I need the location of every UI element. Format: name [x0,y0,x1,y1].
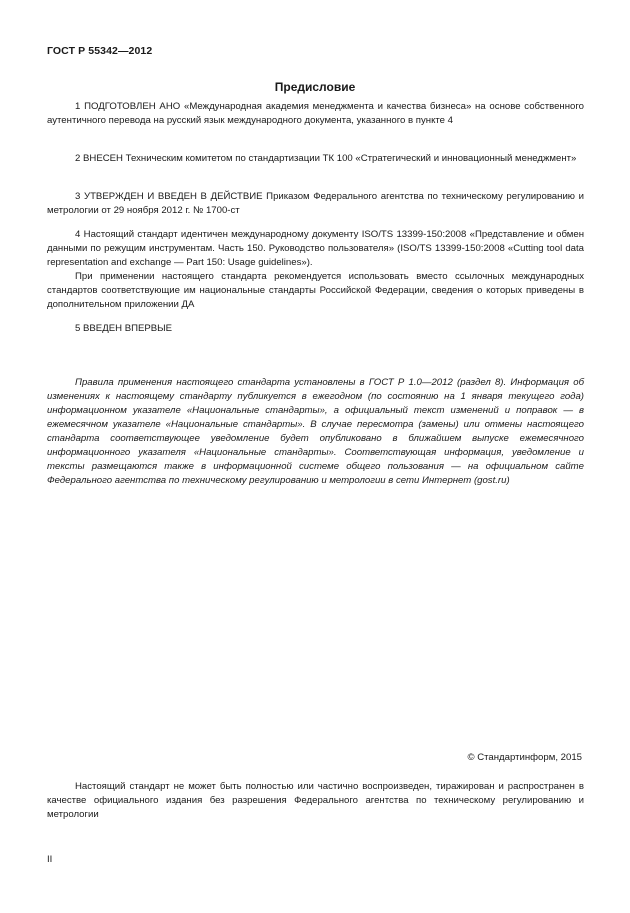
page-number: II [47,854,53,865]
foreword-item-extra: При применении настоящего стандарта рекомендуется использовать вместо ссылочных международных стандартов соответствующие им национальные стандарты Российской Федерации, сведения о которых приведены в дополнительном приложении ДА [47,271,584,310]
application-rules-notice: Правила применения настоящего стандарта установлены в ГОСТ Р 1.0—2012 (раздел 8). Информация об изменениях к настоящему стандарту публикуется в ежегодном (по состоянию на 1 января текущего года) информационном указателе «Национальные стандарты», а официальный текст изменений и поправок — в ежемесячном указателе «Национальные стандарты». В случае пересмотра (замены) или отмены настоящего стандарта соответствующее уведомление будет опубликовано в ближайшем выпуске ежемесячного информационного указателя «Национальные стандарты». Соответствующая информация, уведомление и тексты размещаются также в информационной системе общего пользования — на официальном сайте Федерального агентства по техническому регулированию и метрологии в сети Интернет (gost.ru) [47,377,584,486]
copyright: © Стандартинформ, 2015 [467,752,582,763]
foreword-item-5 [47,322,584,336]
foreword-item-3 [47,190,584,218]
foreword-item-text: 2 ВНЕСЕН Техническим комитетом по стандартизации ТК 100 «Стратегический и инновационный менеджмент» [75,153,577,164]
foreword-item-2 [47,152,584,166]
foreword-item-text: 5 ВВЕДЕН ВПЕРВЫЕ [75,323,173,334]
foreword-item-1 [47,100,584,128]
section-title: Предисловие [274,80,356,94]
foreword-item-4 [47,228,584,312]
foreword-item-text: 3 УТВЕРЖДЕН И ВВЕДЕН В ДЕЙСТВИЕ Приказом Федерального агентства по техническому регулированию и метрологии от 29 ноября 2012 г. № 1700-ст [47,191,584,216]
standard-code: ГОСТ Р 55342—2012 [47,45,153,57]
reproduction-notice-text: Настоящий стандарт не может быть полностью или частично воспроизведен, тиражирован и распространен в качестве официального издания без разрешения Федерального агентства по техническому регулированию и метрологии [47,781,584,820]
foreword-item-text: 4 Настоящий стандарт идентичен международному документу ISO/TS 13399-150:2008 «Представление и обмен данными по режущим инструментам. Часть 150. Руководство пользователя» (ISO/TS 13399-150:2008 «Cutting tool data representation and exchange — Part 150: Usage guidelines»). [47,229,584,268]
reproduction-notice [47,780,584,822]
foreword-item-text: 1 ПОДГОТОВЛЕН АНО «Международная академия менеджмента и качества бизнеса» на основе собственного аутентичного перевода на русский язык международного документа, указанного в пункте 4 [47,101,584,126]
